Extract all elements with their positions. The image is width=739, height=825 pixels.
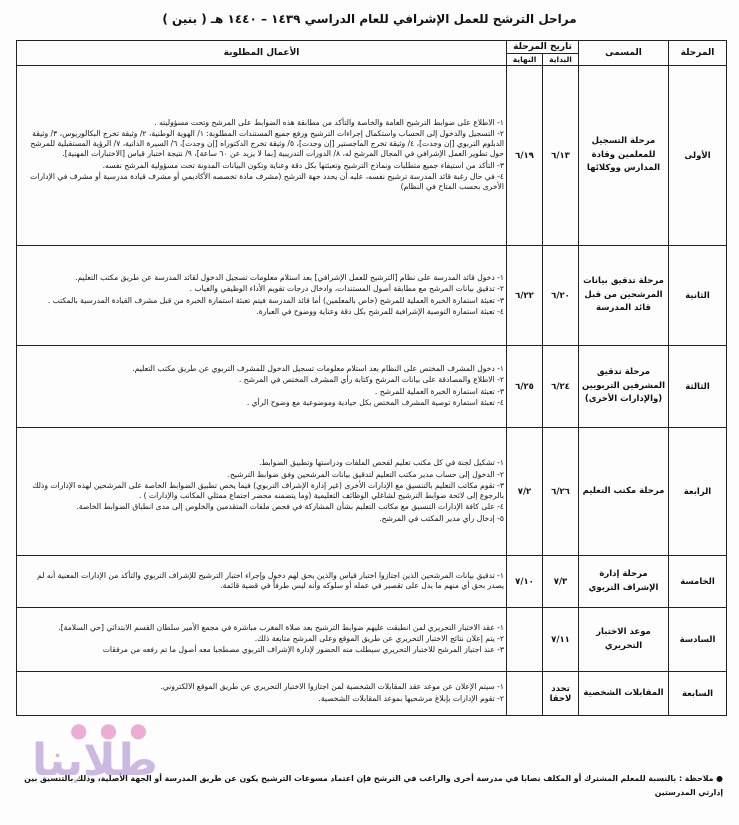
tasks-cell [17,428,507,556]
table-row [17,246,727,346]
end-date-cell: ٧/٢ [507,428,543,556]
start-date-cell: ٦/٢٤ [543,346,579,428]
start-date-cell: ٦/١٣ [543,66,579,246]
stage-name-cell: مرحلة التسجيل للمعلمين وقادة المدارس ووكلائها [579,66,669,246]
stage-cell: السادسة [669,608,727,672]
task-item: ٤- تعبئة استمارة التوصية الإشرافية للمرشح بكل دقة وعناية ووضوح في العبارة. [256,306,504,316]
stage-name-cell: مرحلة مكتب التعليم [579,428,669,556]
end-date-cell: ٦/٢٢ [507,246,543,346]
task-item: ١- عقد الاختبار التحريري لمن انطبقت عليهم ضوابط الترشيح بعد صلاة المغرب مباشرة في مجمع الأمير سلطان القسم الابتدائي [حي السلامة]. [58,622,504,632]
page-title: مراحل الترشح للعمل الإشرافي للعام الدراسي ١٤٣٩ – ١٤٤٠ هـ ( بنين ) [162,12,577,26]
tasks-cell [17,608,507,672]
footnote: ● ملاحظة : بالنسبة للمعلم المشترك أو المكلف نصابا في مدرسة أخرى والراغب في الترشح فإن اعتماد مسوغات الترشيح يكون عن طريق المدرسة أو الجهة الأصلية، وذلك بالتنسيق بين إدارتي المدرستين [24,774,723,798]
task-item: ٢- الدخول إلى حساب مدير مكتب التعليم لتدقيق بيانات المرشحين وفق ضوابط الترشيح. [227,469,504,479]
header-name: المسمى [579,41,669,66]
table-row [17,66,727,246]
tasks-cell [17,672,507,716]
stage-cell: الثالثة [669,346,727,428]
tasks-cell [17,346,507,428]
stage-cell: السابعة [669,672,727,716]
task-item: ٢- الاطلاع والمصادقة على بيانات المرشح وكتابة رأي المشرف المختص في المرشح . [238,375,504,385]
header-date: تاريخ المرحلة [507,41,579,54]
task-item: ٣- تعبئة استمارة الخبرة العملية للمرشح . [374,386,504,396]
start-date-cell: ٧/١١ [543,608,579,672]
end-date-cell [507,608,543,672]
task-item: ٣- تعبئة استمارة الخبرة العملية للمرشح (خاص بالمعلمين) أما قائد المدرسة فيتم تعبئة استمارة الخبرة من قبل مشرف القيادة المدرسية بالمكتب . [47,295,504,305]
task-item: ١- الاطلاع على ضوابط الترشيح العامة والخاصة والتأكد من مطابقة هذه الضوابط على المرشح وتحت مسؤوليته . [154,117,504,127]
stage-name-cell: مرحلة إدارة الإشراف التربوي [579,556,669,608]
task-item: ١- تدقيق بيانات المرشحين الذين اجتازوا اختبار قياس والذين يحق لهم دخول وإجراء اختبار الترشيح للإشراف التربوي والتأكد من الإدارات المعنية أنه لم يصدر بحق أي منهم ما يدل على تقصير في عمله أو سلوكه وأنه ليس طرفاً في قضية قائمة. [37,570,504,590]
task-item: ٤- في حال رغبة قائد المدرسة ترشيح نفسه، عليه أن يحدد جهة الترشح (مشرف مادة تخصصه الأكاديمي أو مشرف قيادة مدرسية أو مشرف في الإدارات الأخرى بحسب المتاح في النظام) [30,171,504,192]
stage-name-cell: موعد الاختبار التحريري [579,608,669,672]
start-date-cell: ٦/٢٠ [543,246,579,346]
watermark-dots: ● ● ● [70,718,151,742]
task-item: ٢- تدقيق بيانات المرشح مع مطابقة أصول المستندات، وادخال درجات تقويم الأداء الوظيفي والغياب . [189,284,504,294]
table-row [17,556,727,608]
task-item: ١- دخول المشرف المختص على النظام بعد استلام معلومات تسجيل الدخول للمشرف التربوي عن طريق مكتب التعليم. [132,364,504,373]
table-row [17,346,727,428]
task-item: ١- سيتم الإعلان عن موعد عقد المقابلات الشخصية لمن اجتازوا الاختبار التحريري عن طريق الموقع الالكتروني. [160,682,504,692]
task-item: ٤- على كافة الإدارات التنسيق مع مكاتب التعليم بشأن المشاركة في فحص ملفات المتقدمين والخلوص إلى مدى انطباق الضوابط الخاصة. [76,502,504,512]
task-item: ٢- التسجيل والدخول إلى الحساب واستكمال إجراءات الترشيح ورفع جميع المستندات المطلوبة: ١/ الهوية الوطنية، ٢/ وثيقة تخرج البكالوريوس، ٣/ وثيقة الدبلوم التربوي [إن وجدت]، ٤/ وثيقة تخرج الماجستير [إن وجدت]، ٥/ وثيقة تخرج الدكتوراه [إن وجدت]، ٦/ السيرة الذاتية، ٧/ الرؤية المستقبلية للمرشح حول تطوير العمل الإشرافي في المجال المرشح له، ٨/ الدورات التدريبية [بما لا يزيد عن ٦٠ ساعة]، ٩/ نتيجة اختبار قياس [الاختبارات المهنية]. [30,128,504,159]
stage-cell: الرابعة [669,428,727,556]
table-row [17,608,727,672]
task-item: ٣- تقوم مكاتب التعليم بالتنسيق مع الإدارات الأخرى (غير إدارة الإشراف التربوي) فيما يخص تطبيق الضوابط الخاصة على المرشحين لهذه الإدارات وذلك بالرجوع إلى لائحة ضوابط الترشيح لشاغلي الوظائف التعليمية (وما يتضمنه محضر اجتماع ممثلي المكاتب والإدارات ) . [32,480,504,500]
stage-name-cell: مرحلة تدقيق المشرفين التربويين (والإدارات الأخرى) [579,346,669,428]
task-item: ١- دخول قائد المدرسة على نظام [الترشيح للعمل الإشرافي] بعد استلام معلومات تسجيل الدخول لقائد المدرسة عن طريق مكتب التعليم. [75,273,504,282]
start-date-cell: تحدد لاحقا [543,672,579,716]
header-end: النهاية [507,54,543,66]
end-date-cell: ٦/١٩ [507,66,543,246]
table-row [17,428,727,556]
stage-cell: الثانية [669,246,727,346]
task-item: ٣- عند اجتياز المرشح للاختبار التحريري سيطلب منه الحضور لإدارة الإشراف التربوي مصطحبا معه أصول ما تم رفعه من مرفقات [102,645,504,655]
watermark-logo: طلابنا [32,735,158,786]
start-date-cell: ٧/٣ [543,556,579,608]
task-item: ٣- التأكد من استيفاء جميع متطلبات ونماذج الترشيح وتعبئتها بكل دقة وعناية وتكون البيانات المدونة تحت مسؤولية المرشح نفسه. [102,160,504,170]
stage-name-cell: المقابلات الشخصية [579,672,669,716]
tasks-cell [17,66,507,246]
stage-cell: الخامسة [669,556,727,608]
task-item: ١- تشكيل لجنة في كل مكتب تعليم لفحص الملفات ودراستها وتطبيق الضوابط. [258,458,504,468]
task-item: ٢- تقوم الإدارات بإبلاغ مرشحيها بموعد المقابلات الشخصية. [318,693,504,703]
header-start: البداية [543,54,579,66]
task-item: ٢- يتم إعلان نتائج الاختبار التحريري عن طريق الموقع وعلى المرشح متابعة ذلك. [254,633,504,643]
end-date-cell: ٦/٢٥ [507,346,543,428]
start-date-cell: ٦/٢٦ [543,428,579,556]
header-tasks: الأعمال المطلوبة [17,41,507,66]
end-date-cell: ٧/١٠ [507,556,543,608]
task-item: ٥- إدخال رأي مدير المكتب في المرشح. [379,513,504,523]
stage-cell: الأولى [669,66,727,246]
tasks-cell [17,556,507,608]
stage-name-cell: مرحلة تدقيق بيانات المرشحين من قبل قائد المدرسة [579,246,669,346]
stages-table [16,40,727,716]
end-date-cell [507,672,543,716]
table-row [17,672,727,716]
header-stage: المرحلة [669,41,727,66]
task-item: ٤- تعبئة استمارة توصية المشرف المختص بكل حيادية وموضوعية مع وضوح الرأي . [246,397,504,407]
tasks-cell [17,246,507,346]
